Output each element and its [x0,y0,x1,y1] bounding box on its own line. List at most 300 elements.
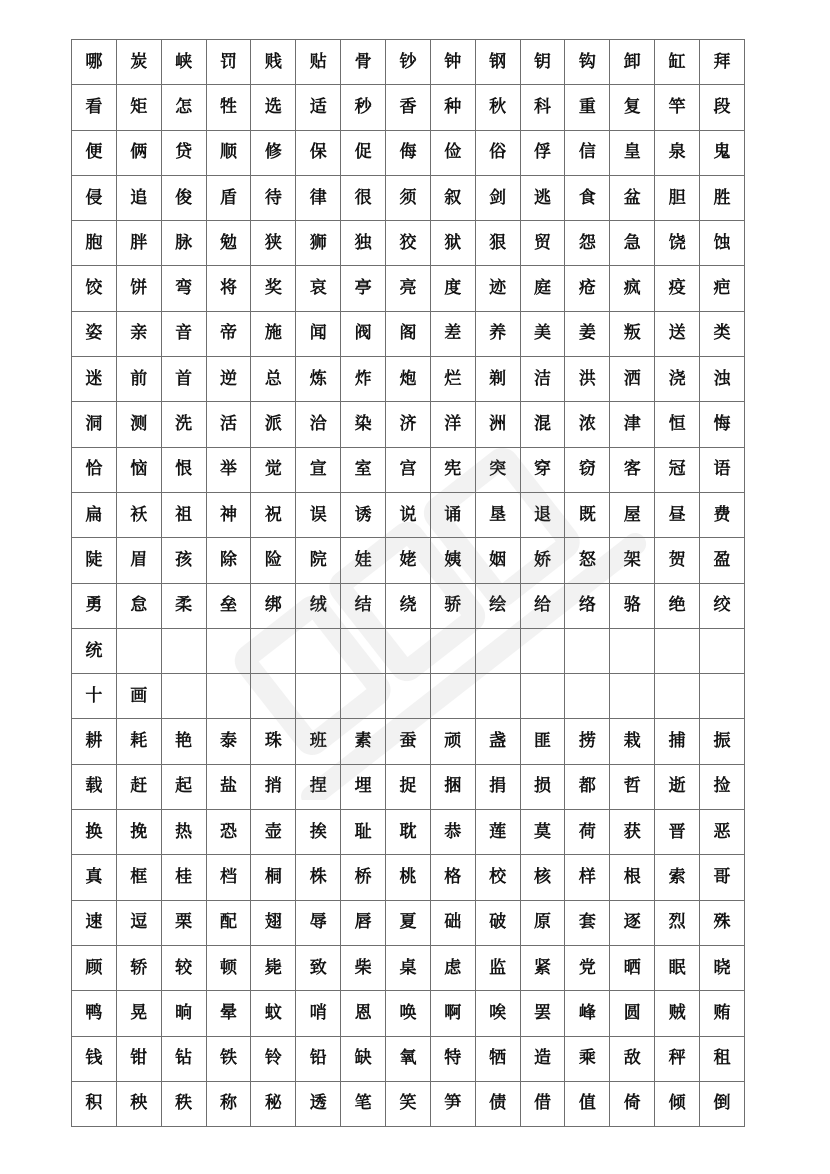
character-cell: 奖 [251,266,296,311]
character-cell: 恒 [655,402,700,447]
empty-cell [161,674,206,719]
character-cell: 很 [341,175,386,220]
character-cell: 贺 [655,538,700,583]
empty-cell [565,674,610,719]
character-cell: 洽 [296,402,341,447]
character-cell: 唉 [475,991,520,1036]
character-cell: 适 [296,85,341,130]
character-cell: 胖 [116,221,161,266]
character-cell: 逐 [610,900,655,945]
character-cell: 狱 [430,221,475,266]
character-cell: 饶 [655,221,700,266]
character-cell: 差 [430,311,475,356]
character-cell: 陡 [72,538,117,583]
character-cell: 烂 [430,357,475,402]
character-cell: 笔 [341,1081,386,1126]
character-cell: 莫 [520,810,565,855]
character-cell: 疯 [610,266,655,311]
character-cell: 起 [161,764,206,809]
character-cell: 莲 [475,810,520,855]
character-cell: 亭 [341,266,386,311]
character-cell: 叛 [610,311,655,356]
character-cell: 测 [116,402,161,447]
character-cell: 秩 [161,1081,206,1126]
empty-cell [430,628,475,673]
character-cell: 样 [565,855,610,900]
character-cell: 档 [206,855,251,900]
character-cell: 耽 [386,810,431,855]
character-cell: 饺 [72,266,117,311]
table-row [72,492,745,537]
empty-cell [386,628,431,673]
character-cell: 烈 [655,900,700,945]
character-cell: 翅 [251,900,296,945]
character-cell: 独 [341,221,386,266]
character-cell: 便 [72,130,117,175]
character-cell: 结 [341,583,386,628]
character-cell: 钢 [475,40,520,85]
table-row [72,266,745,311]
character-cell: 十 [72,674,117,719]
table-row [72,402,745,447]
character-cell: 捏 [296,764,341,809]
character-cell: 养 [475,311,520,356]
character-cell: 钩 [565,40,610,85]
character-cell: 看 [72,85,117,130]
character-cell: 选 [251,85,296,130]
table-row [72,447,745,492]
empty-cell [655,628,700,673]
character-cell: 捐 [475,764,520,809]
character-cell: 洪 [565,357,610,402]
character-cell: 侮 [386,130,431,175]
character-cell: 捉 [386,764,431,809]
empty-cell [386,674,431,719]
empty-cell [655,674,700,719]
character-cell: 将 [206,266,251,311]
character-cell: 娇 [520,538,565,583]
empty-cell [430,674,475,719]
character-cell: 铁 [206,1036,251,1081]
character-cell: 修 [251,130,296,175]
character-cell: 眠 [655,945,700,990]
character-cell: 举 [206,447,251,492]
character-cell: 室 [341,447,386,492]
character-cell: 阁 [386,311,431,356]
character-cell: 钥 [520,40,565,85]
character-cell: 透 [296,1081,341,1126]
table-row [72,945,745,990]
character-cell: 侵 [72,175,117,220]
table-row [72,175,745,220]
character-cell: 核 [520,855,565,900]
character-cell: 殊 [700,900,745,945]
character-cell: 倒 [700,1081,745,1126]
character-cell: 热 [161,810,206,855]
character-cell: 姿 [72,311,117,356]
character-cell: 恰 [72,447,117,492]
character-cell: 盆 [610,175,655,220]
character-cell: 眉 [116,538,161,583]
character-cell: 前 [116,357,161,402]
character-cell: 逆 [206,357,251,402]
character-cell: 桐 [251,855,296,900]
character-cell: 紧 [520,945,565,990]
empty-cell [520,628,565,673]
character-cell: 氧 [386,1036,431,1081]
character-table-body [72,40,745,1127]
character-cell: 积 [72,1081,117,1126]
character-cell: 怎 [161,85,206,130]
character-cell: 狭 [251,221,296,266]
character-cell: 绞 [700,583,745,628]
character-cell: 骆 [610,583,655,628]
character-cell: 壶 [251,810,296,855]
character-cell: 耗 [116,719,161,764]
character-cell: 哨 [296,991,341,1036]
character-cell: 贼 [655,991,700,1036]
character-cell: 俘 [520,130,565,175]
character-cell: 待 [251,175,296,220]
empty-cell [610,628,655,673]
table-row [72,40,745,85]
character-cell: 姥 [386,538,431,583]
character-cell: 逗 [116,900,161,945]
character-cell: 阀 [341,311,386,356]
character-cell: 宫 [386,447,431,492]
character-cell: 哲 [610,764,655,809]
character-cell: 牺 [475,1036,520,1081]
character-cell: 罢 [520,991,565,1036]
character-cell: 剃 [475,357,520,402]
character-cell: 框 [116,855,161,900]
character-cell: 栗 [161,900,206,945]
character-cell: 保 [296,130,341,175]
character-cell: 钞 [386,40,431,85]
character-cell: 敌 [610,1036,655,1081]
character-cell: 首 [161,357,206,402]
character-cell: 恐 [206,810,251,855]
character-cell: 垦 [475,492,520,537]
character-cell: 音 [161,311,206,356]
character-cell: 振 [700,719,745,764]
character-cell: 浓 [565,402,610,447]
character-cell: 铃 [251,1036,296,1081]
character-cell: 顾 [72,945,117,990]
character-cell: 怒 [565,538,610,583]
character-cell: 获 [610,810,655,855]
empty-cell [700,628,745,673]
character-cell: 盏 [475,719,520,764]
character-cell: 晒 [610,945,655,990]
character-cell: 恨 [161,447,206,492]
character-cell: 恶 [700,810,745,855]
character-cell: 庭 [520,266,565,311]
character-cell: 秤 [655,1036,700,1081]
character-cell: 债 [475,1081,520,1126]
character-cell: 绒 [296,583,341,628]
character-cell: 冠 [655,447,700,492]
character-cell: 原 [520,900,565,945]
table-row [72,991,745,1036]
character-cell: 笋 [430,1081,475,1126]
character-cell: 孩 [161,538,206,583]
character-cell: 轿 [116,945,161,990]
character-cell: 钳 [116,1036,161,1081]
character-cell: 桂 [161,855,206,900]
character-cell: 素 [341,719,386,764]
character-cell: 蚊 [251,991,296,1036]
character-cell: 贱 [251,40,296,85]
character-cell: 桃 [386,855,431,900]
character-sheet [71,39,745,1127]
character-cell: 较 [161,945,206,990]
character-cell: 狡 [386,221,431,266]
character-cell: 派 [251,402,296,447]
table-row [72,1081,745,1126]
character-cell: 勉 [206,221,251,266]
character-cell: 昼 [655,492,700,537]
character-cell: 鬼 [700,130,745,175]
character-cell: 晋 [655,810,700,855]
character-cell: 借 [520,1081,565,1126]
character-cell: 济 [386,402,431,447]
empty-cell [475,628,520,673]
character-cell: 洁 [520,357,565,402]
character-cell: 亲 [116,311,161,356]
character-cell: 促 [341,130,386,175]
character-cell: 骨 [341,40,386,85]
character-cell: 钟 [430,40,475,85]
character-cell: 恩 [341,991,386,1036]
character-cell: 宣 [296,447,341,492]
character-cell: 须 [386,175,431,220]
character-cell: 租 [700,1036,745,1081]
character-cell: 扁 [72,492,117,537]
character-cell: 罚 [206,40,251,85]
character-cell: 柔 [161,583,206,628]
character-cell: 胜 [700,175,745,220]
character-cell: 造 [520,1036,565,1081]
character-cell: 疤 [700,266,745,311]
character-cell: 泉 [655,130,700,175]
character-cell: 顿 [206,945,251,990]
character-cell: 洗 [161,402,206,447]
character-cell: 哀 [296,266,341,311]
empty-cell [700,674,745,719]
character-cell: 娃 [341,538,386,583]
empty-cell [341,674,386,719]
character-cell: 艳 [161,719,206,764]
character-cell: 峡 [161,40,206,85]
empty-cell [341,628,386,673]
character-cell: 浊 [700,357,745,402]
table-row [72,538,745,583]
character-cell: 贿 [700,991,745,1036]
table-row [72,674,745,719]
character-cell: 根 [610,855,655,900]
character-cell: 架 [610,538,655,583]
character-cell: 拜 [700,40,745,85]
character-cell: 窃 [565,447,610,492]
character-cell: 匪 [520,719,565,764]
character-cell: 疮 [565,266,610,311]
table-row [72,311,745,356]
character-cell: 勇 [72,583,117,628]
character-cell: 监 [475,945,520,990]
character-cell: 既 [565,492,610,537]
character-cell: 帝 [206,311,251,356]
character-cell: 秋 [475,85,520,130]
character-cell: 误 [296,492,341,537]
character-cell: 怠 [116,583,161,628]
character-cell: 总 [251,357,296,402]
character-cell: 俭 [430,130,475,175]
character-cell: 炮 [386,357,431,402]
character-cell: 捞 [565,719,610,764]
character-cell: 炼 [296,357,341,402]
character-cell: 破 [475,900,520,945]
character-cell: 捎 [251,764,296,809]
character-cell: 圆 [610,991,655,1036]
character-cell: 党 [565,945,610,990]
character-cell: 俗 [475,130,520,175]
character-cell: 钻 [161,1036,206,1081]
character-cell: 株 [296,855,341,900]
character-cell: 叙 [430,175,475,220]
character-cell: 俊 [161,175,206,220]
character-cell: 祖 [161,492,206,537]
character-cell: 逝 [655,764,700,809]
character-cell: 班 [296,719,341,764]
character-cell: 混 [520,402,565,447]
character-cell: 晓 [700,945,745,990]
character-cell: 施 [251,311,296,356]
table-row [72,357,745,402]
character-cell: 耻 [341,810,386,855]
character-cell: 狮 [296,221,341,266]
character-cell: 校 [475,855,520,900]
character-cell: 铅 [296,1036,341,1081]
character-cell: 捆 [430,764,475,809]
character-cell: 姨 [430,538,475,583]
character-cell: 络 [565,583,610,628]
character-cell: 洒 [610,357,655,402]
character-cell: 姜 [565,311,610,356]
character-cell: 套 [565,900,610,945]
character-cell: 诵 [430,492,475,537]
character-cell: 挽 [116,810,161,855]
character-cell: 统 [72,628,117,673]
character-cell: 捕 [655,719,700,764]
table-row [72,764,745,809]
table-row [72,855,745,900]
table-row [72,583,745,628]
character-cell: 信 [565,130,610,175]
character-cell: 险 [251,538,296,583]
character-cell: 洲 [475,402,520,447]
character-cell: 都 [565,764,610,809]
character-cell: 栽 [610,719,655,764]
character-cell: 值 [565,1081,610,1126]
character-cell: 缸 [655,40,700,85]
character-cell: 赶 [116,764,161,809]
character-cell: 埋 [341,764,386,809]
character-cell: 类 [700,311,745,356]
character-cell: 晃 [116,991,161,1036]
character-cell: 送 [655,311,700,356]
character-cell: 倾 [655,1081,700,1126]
empty-cell [116,628,161,673]
character-cell: 鸭 [72,991,117,1036]
table-row [72,900,745,945]
character-cell: 哥 [700,855,745,900]
character-cell: 耕 [72,719,117,764]
character-cell: 怨 [565,221,610,266]
character-cell: 退 [520,492,565,537]
character-cell: 盾 [206,175,251,220]
character-cell: 洋 [430,402,475,447]
character-cell: 盈 [700,538,745,583]
character-cell: 穿 [520,447,565,492]
character-cell: 脉 [161,221,206,266]
character-cell: 闻 [296,311,341,356]
character-cell: 神 [206,492,251,537]
empty-cell [565,628,610,673]
table-row [72,1036,745,1081]
table-row [72,130,745,175]
character-cell: 辱 [296,900,341,945]
character-cell: 姻 [475,538,520,583]
character-cell: 秒 [341,85,386,130]
character-cell: 蚕 [386,719,431,764]
character-cell: 格 [430,855,475,900]
character-cell: 浇 [655,357,700,402]
character-cell: 染 [341,402,386,447]
character-cell: 炸 [341,357,386,402]
character-cell: 屋 [610,492,655,537]
character-cell: 绝 [655,583,700,628]
character-cell: 弯 [161,266,206,311]
character-cell: 夏 [386,900,431,945]
character-cell: 哪 [72,40,117,85]
character-cell: 重 [565,85,610,130]
character-cell: 除 [206,538,251,583]
character-cell: 珠 [251,719,296,764]
character-cell: 矩 [116,85,161,130]
character-cell: 泰 [206,719,251,764]
character-cell: 贷 [161,130,206,175]
character-cell: 恼 [116,447,161,492]
character-cell: 段 [700,85,745,130]
character-cell: 贸 [520,221,565,266]
character-cell: 追 [116,175,161,220]
character-cell: 挨 [296,810,341,855]
character-cell: 秧 [116,1081,161,1126]
character-cell: 宪 [430,447,475,492]
character-cell: 垒 [206,583,251,628]
character-cell: 绘 [475,583,520,628]
character-cell: 卸 [610,40,655,85]
character-cell: 画 [116,674,161,719]
character-cell: 啊 [430,991,475,1036]
character-cell: 础 [430,900,475,945]
character-cell: 钱 [72,1036,117,1081]
character-cell: 晌 [161,991,206,1036]
table-row [72,85,745,130]
character-cell: 迷 [72,357,117,402]
character-cell: 晕 [206,991,251,1036]
